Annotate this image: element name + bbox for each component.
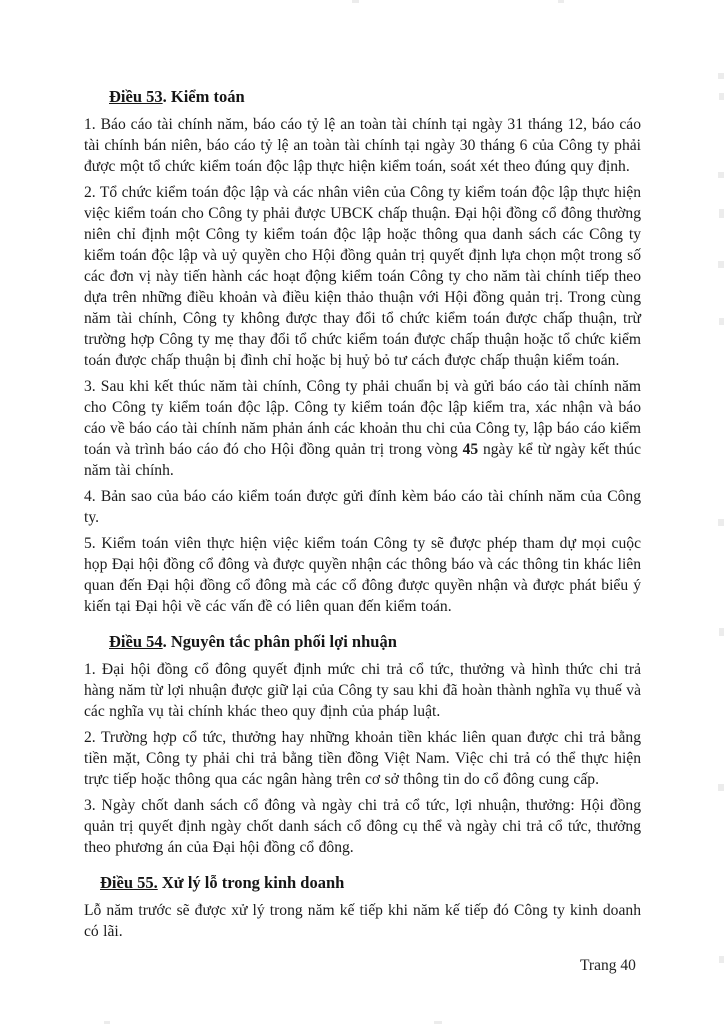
article-53-paragraph-3	[84, 376, 641, 481]
article-55-title: Xử lý lỗ trong kinh doanh	[161, 873, 345, 892]
scan-artifact	[718, 261, 724, 268]
scan-artifact	[558, 0, 564, 3]
article-53-number: Điều 53	[109, 87, 163, 106]
scan-artifact	[718, 73, 724, 79]
scan-artifact	[719, 956, 724, 963]
scan-artifact	[352, 0, 359, 3]
scan-artifact	[718, 784, 724, 791]
article-53-paragraph-3-before: 3. Sau khi kết thúc năm tài chính, Công ty phải chuẩn bị và gửi báo cáo tài chính năm cho Công ty kiểm toán độc lập. Công ty kiểm toán độc lập kiểm tra, xác nhận và báo cáo về báo cáo tài chính năm phản ánh các khoản thu chi của Công ty, lập báo cáo kiểm toán và trình báo cáo đó cho Hội đồng quản trị trong vòng	[84, 378, 641, 458]
article-55-number: Điều 55.	[100, 873, 158, 892]
article-53-separator: .	[162, 87, 171, 106]
article-53-paragraph-5: 5. Kiểm toán viên thực hiện việc kiểm toán Công ty sẽ được phép tham dự mọi cuộc họp Đại hội đồng cổ đông và được quyền nhận các thông báo và các thông tin khác liên quan đến Đại hội đồng cổ đông mà các cổ đông được quyền nhận và được phát biểu ý kiến tại Đại hội về các vấn đề có liên quan đến kiểm toán.	[84, 535, 641, 615]
page-number: Trang 40	[580, 957, 636, 974]
article-54-title: Nguyên tắc phân phối lợi nhuận	[170, 632, 397, 651]
article-53-paragraph-4: 4. Bản sao của báo cáo kiểm toán được gửi đính kèm báo cáo tài chính năm của Công ty.	[84, 488, 641, 526]
article-53-paragraph-3-bold-number: 45	[462, 441, 479, 458]
scan-artifact	[719, 318, 724, 325]
scan-artifact	[719, 209, 724, 218]
article-55-heading	[84, 872, 641, 893]
article-54-paragraph-2: 2. Trường hợp cổ tức, thưởng hay những khoản tiền khác liên quan được chi trả bằng tiền mặt, Công ty phải chi trả bằng tiền đồng Việt Nam. Việc chi trả có thể thực hiện trực tiếp hoặc thông qua các ngân hàng trên cơ sở thông tin do cổ đông cung cấp.	[84, 729, 641, 788]
scan-artifact	[719, 628, 724, 636]
article-54-number: Điều 54	[109, 632, 163, 651]
article-53-paragraph-1: 1. Báo cáo tài chính năm, báo cáo tỷ lệ an toàn tài chính tại ngày 31 tháng 12, báo cáo tài chính bán niên, báo cáo tỷ lệ an toàn tài chính tại ngày 30 tháng 6 của Công ty phải được một tổ chức kiểm toán độc lập thực hiện kiểm toán, soát xét theo đúng quy định.	[84, 116, 641, 175]
article-54-heading	[84, 631, 641, 652]
article-55-paragraph-1: Lỗ năm trước sẽ được xử lý trong năm kế tiếp khi năm kế tiếp đó Công ty kinh doanh có lãi.	[84, 902, 641, 940]
article-54-paragraph-1: 1. Đại hội đồng cổ đông quyết định mức chi trả cổ tức, thưởng và hình thức chi trả hàng năm từ lợi nhuận được giữ lại của Công ty sau khi đã hoàn thành nghĩa vụ thuế và các nghĩa vụ tài chính khác theo quy định của pháp luật.	[84, 661, 641, 720]
scan-artifact	[718, 172, 724, 178]
article-54-paragraph-3: 3. Ngày chốt danh sách cổ đông và ngày chi trả cổ tức, lợi nhuận, thưởng: Hội đồng quản trị quyết định ngày chốt danh sách cổ đông cụ thể và ngày chi trả cổ tức, thưởng theo phương án của Đại hội đồng cổ đông.	[84, 797, 641, 856]
scan-artifact	[719, 93, 724, 100]
article-53-paragraph-2: 2. Tổ chức kiểm toán độc lập và các nhân viên của Công ty kiểm toán độc lập thực hiện việc kiểm toán cho Công ty phải được UBCK chấp thuận. Đại hội đồng cổ đông thường niên chỉ định một Công ty kiểm toán độc lập hoặc thông qua danh sách các Công ty kiểm toán độc lập và uỷ quyền cho Hội đồng quản trị quyết định lựa chọn một trong số các đơn vị này tiến hành các hoạt động kiểm toán Công ty cho năm tài chính tiếp theo dựa trên những điều khoản và điều kiện thảo thuận với Hội đồng quản trị. Trong cùng năm tài chính, Công ty không được thay đổi tổ chức kiểm toán được chấp thuận, trừ trường hợp Công ty mẹ thay đổi tổ chức kiểm toán được chấp thuận hoặc tổ chức kiểm toán được chấp thuận bị đình chỉ hoặc bị huỷ bỏ tư cách được chấp thuận kiểm toán.	[84, 184, 641, 369]
article-54-separator: .	[162, 632, 171, 651]
document-body	[84, 86, 641, 947]
article-53-heading	[84, 86, 641, 107]
scan-artifact	[718, 519, 724, 526]
article-53-paragraph-3-after: ngày kể từ ngày kết thúc năm tài chính.	[84, 441, 641, 479]
article-53-title: Kiểm toán	[170, 87, 245, 106]
